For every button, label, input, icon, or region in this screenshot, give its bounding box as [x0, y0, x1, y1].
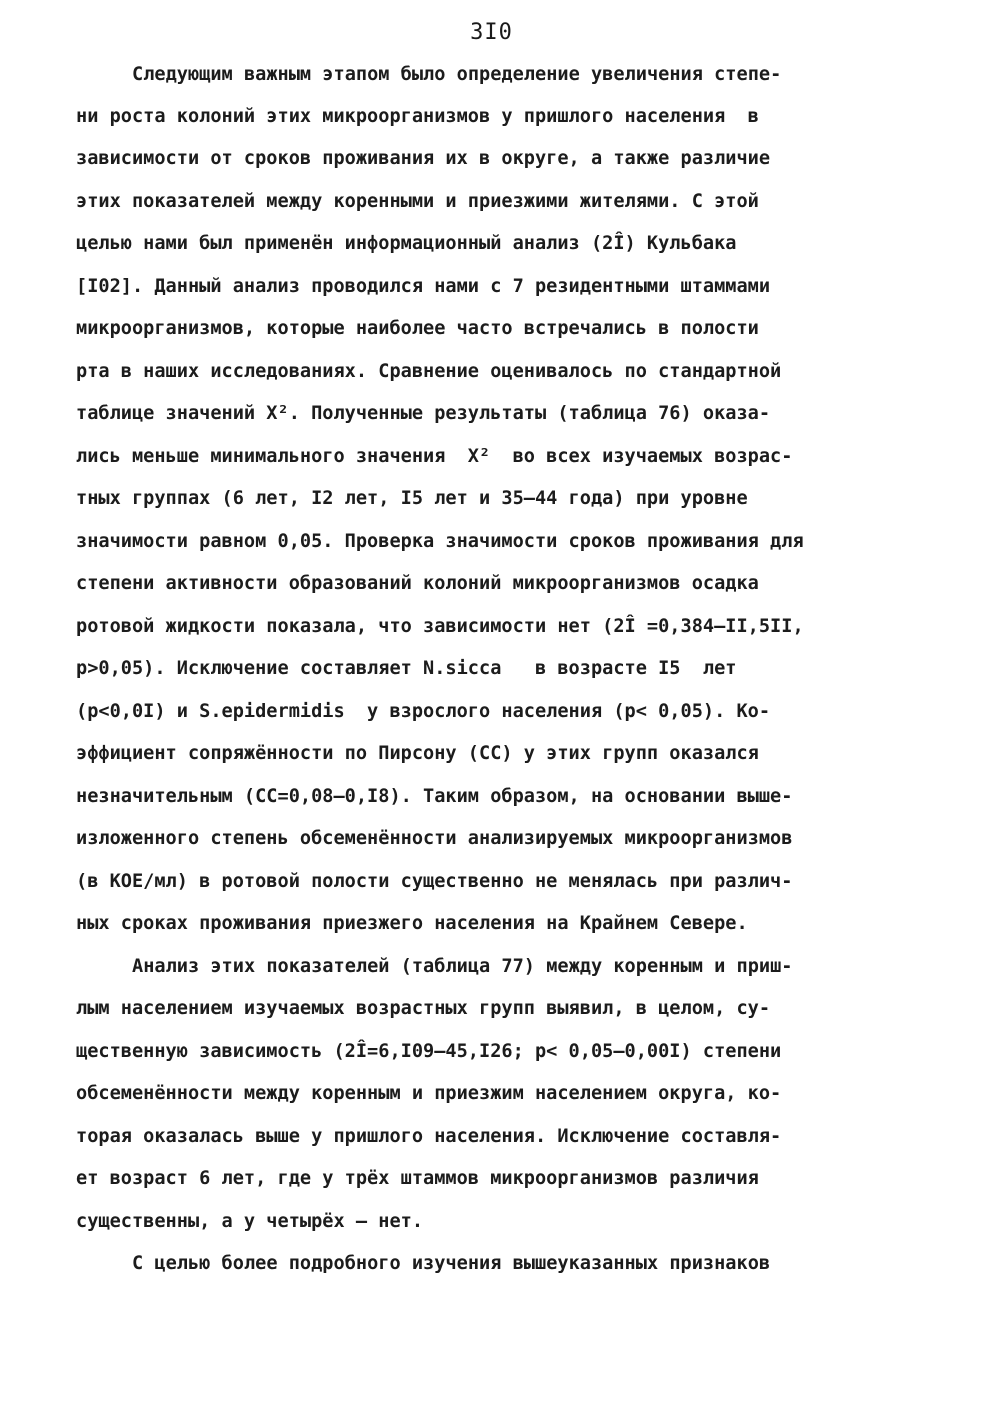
text-line: С целью более подробного изучения вышеуказанных признаков	[132, 1253, 771, 1274]
text-line: существенны, а у четырёх – нет.	[76, 1211, 424, 1232]
text-line: (p<0,0I) и S.epidermidis у взрослого населения (p< 0,05). Ко-	[76, 701, 771, 722]
text-line: незначительным (CC=0,08–0,I8). Таким образом, на основании выше-	[76, 786, 793, 807]
text-line: ни роста колоний этих микроорганизмов у пришлого населения в	[76, 106, 759, 127]
text-line: степени активности образований колоний микроорганизмов осадка	[76, 573, 759, 594]
text-line: зависимости от сроков проживания их в округе, а также различие	[76, 148, 771, 169]
text-line: Анализ этих показателей (таблица 77) между коренным и приш-	[132, 956, 793, 977]
text-line: щественную зависимость (2Î=6,I09–45,I26; p< 0,05–0,00I) степени	[76, 1041, 782, 1062]
text-line: ет возраст 6 лет, где у трёх штаммов микроорганизмов различия	[76, 1168, 759, 1189]
text-line: значимости равном 0,05. Проверка значимости сроков проживания для	[76, 531, 804, 552]
text-line: микроорганизмов, которые наиболее часто встречались в полости	[76, 318, 759, 339]
text-line: ротовой жидкости показала, что зависимости нет (2Î =0,384–II,5II,	[76, 616, 804, 637]
text-line: целью нами был применён информационный анализ (2Î) Кульбака	[76, 233, 737, 254]
text-line: ных сроках проживания приезжего населения на Крайнем Севере.	[76, 913, 748, 934]
text-line: (в КОЕ/мл) в ротовой полости существенно не менялась при различ-	[76, 871, 793, 892]
text-line: лись меньше минимального значения X² во всех изучаемых возрас-	[76, 446, 793, 467]
text-line: таблице значений X². Полученные результаты (таблица 76) оказа-	[76, 403, 771, 424]
text-line: тных группах (6 лет, I2 лет, I5 лет и 35–44 года) при уровне	[76, 488, 748, 509]
text-line: Следующим важным этапом было определение увеличения степе-	[132, 64, 782, 85]
text-line: торая оказалась выше у пришлого населения. Исключение составля-	[76, 1126, 782, 1147]
text-line: p>0,05). Исключение составляет N.sicca в возрасте I5 лет	[76, 658, 737, 679]
text-line: рта в наших исследованиях. Сравнение оценивалось по стандартной	[76, 361, 782, 382]
text-line: обсеменённости между коренным и приезжим населением округа, ко-	[76, 1083, 782, 1104]
text-line: изложенного степень обсеменённости анализируемых микроорганизмов	[76, 828, 793, 849]
text-line: этих показателей между коренными и приезжими жителями. С этой	[76, 191, 759, 212]
page-number: 3I0	[470, 20, 513, 45]
text-line: [I02]. Данный анализ проводился нами с 7 резидентными штаммами	[76, 276, 771, 297]
text-line: эффициент сопряжённости по Пирсону (CC) у этих групп оказался	[76, 743, 759, 764]
text-line: лым населением изучаемых возрастных групп выявил, в целом, су-	[76, 998, 771, 1019]
